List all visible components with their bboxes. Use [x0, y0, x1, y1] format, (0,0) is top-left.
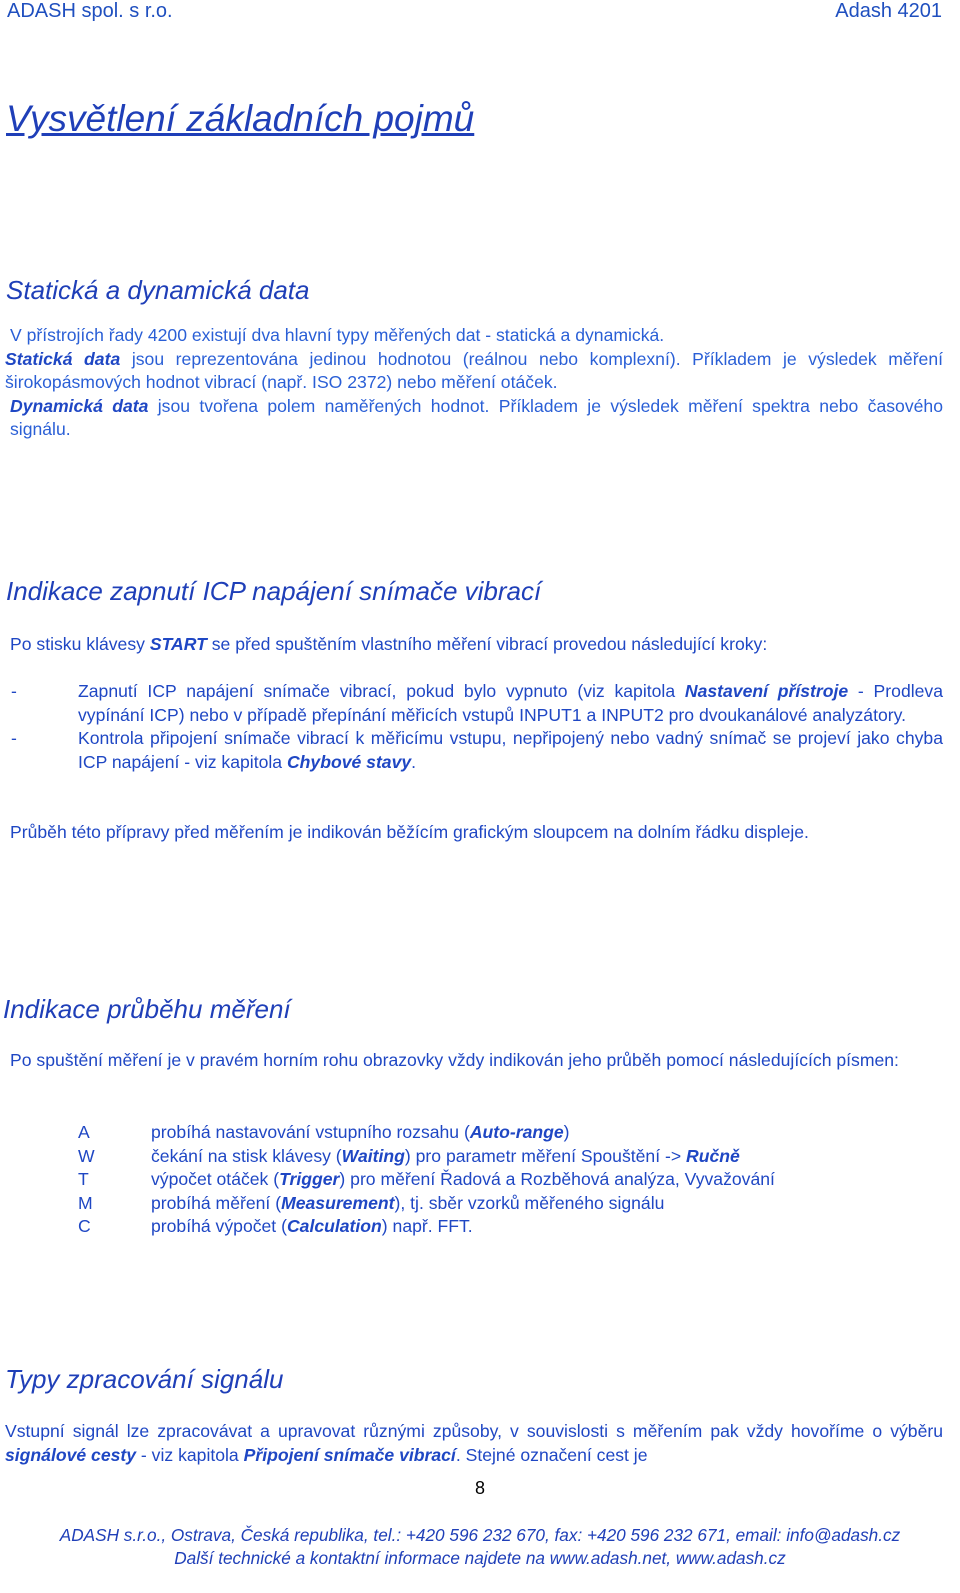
progress-letter-row	[5, 1145, 943, 1169]
section-intro-progress	[5, 1049, 943, 1073]
bullet-list-icp	[5, 680, 943, 774]
description-term: Trigger	[279, 1169, 340, 1189]
chapter-link[interactable]: Nastavení přístroje	[684, 681, 849, 701]
description-text: čekání na stisk klávesy (	[151, 1145, 342, 1166]
header-company: ADASH spol. s r.o.	[7, 0, 173, 22]
description-term: Ručně	[686, 1145, 740, 1166]
progress-letter-row	[5, 1192, 943, 1216]
chapter-link[interactable]: Chybové stavy	[286, 751, 412, 772]
description-text: probíhá měření (	[151, 1192, 282, 1213]
footer-contact: ADASH s.r.o., Ostrava, Česká republika, tel.: +420 596 232 670, fax: +420 596 232 671, email: info@adash.cz	[59, 1525, 901, 1545]
paragraph-line	[5, 395, 943, 442]
progress-letter-row	[5, 1121, 943, 1145]
section-paragraph-icp	[5, 821, 943, 845]
paragraph-text: Po spuštění měření je v pravém horním rohu obrazovky vždy indikován jeho průběh pomocí následujících písmen:	[10, 1050, 899, 1070]
section-heading-icp: Indikace zapnutí ICP napájení snímače vibrací	[6, 576, 542, 606]
progress-description	[151, 1168, 775, 1192]
list-item-text: Zapnutí ICP napájení snímače vibrací, pokud bylo vypnuto (viz kapitola	[78, 681, 685, 701]
list-item-text: Kontrola připojení snímače vibrací k měřicímu vstupu, nepřipojený nebo vadný snímač se projeví jako chyba ICP napájení - viz kapitola	[78, 728, 943, 772]
section-intro-icp	[5, 633, 943, 657]
description-term: Measurement	[281, 1192, 395, 1213]
progress-letter: C	[78, 1216, 91, 1236]
progress-letter: M	[78, 1192, 93, 1213]
list-item-text: .	[411, 751, 417, 772]
list-item	[5, 727, 943, 774]
page-header	[0, 0, 960, 24]
section-paragraph-static-dynamic	[5, 324, 943, 442]
progress-letter: A	[78, 1122, 90, 1142]
paragraph-text: Vstupní signál lze zpracovávat a upravovat různými způsoby, v souvislosti s měřením pak vždy hovoříme o výběru	[5, 1421, 943, 1441]
description-term: Waiting	[341, 1145, 405, 1166]
paragraph-text: Průběh této přípravy před měřením je indikován běžícím grafickým sloupcem na dolním řádku displeje.	[10, 822, 809, 842]
page-title: Vysvětlení základních pojmů	[6, 98, 475, 139]
progress-description	[151, 1192, 664, 1216]
description-text: )	[563, 1122, 570, 1142]
footer-website: Další technické a kontaktní informace najdete na www.adash.net, www.adash.cz	[174, 1548, 786, 1568]
progress-description	[151, 1215, 473, 1239]
description-term: Calculation	[286, 1216, 382, 1236]
paragraph-text: - viz kapitola	[136, 1444, 244, 1465]
section-heading-signal: Typy zpracování signálu	[5, 1364, 284, 1394]
progress-letter: W	[78, 1145, 95, 1166]
list-item-text: - Prodleva vypínání ICP) nebo v případě přepínání měřicích vstupů INPUT1 a INPUT2 pro dvoukanálové analyzátory.	[78, 681, 944, 725]
description-text: ) pro parametr měření Spouštění ->	[404, 1145, 687, 1166]
header-product: Adash 4201	[835, 0, 942, 22]
list-item	[5, 680, 943, 727]
term-signal-path: signálové cesty	[5, 1444, 137, 1465]
paragraph-text: Po stisku klávesy	[10, 634, 150, 654]
list-dash: -	[11, 681, 17, 701]
progress-description	[151, 1121, 570, 1145]
description-text: probíhá výpočet (	[151, 1216, 287, 1236]
chapter-link[interactable]: Připojení snímače vibrací	[243, 1444, 456, 1465]
description-text: probíhá nastavování vstupního rozsahu (	[151, 1122, 470, 1142]
paragraph-text: . Stejné označení cest je	[455, 1444, 648, 1465]
progress-letter-row	[5, 1168, 943, 1192]
page-number: 8	[474, 1478, 485, 1498]
paragraph-line: V přístrojích řady 4200 existují dva hlavní typy měřených dat - statická a dynamická.	[10, 325, 665, 345]
section-heading-static-dynamic: Statická a dynamická data	[6, 275, 310, 305]
progress-letter-list	[5, 1121, 943, 1239]
description-term: Auto-range	[469, 1122, 564, 1142]
description-text: ), tj. sběr vzorků měřeného signálu	[394, 1192, 665, 1213]
paragraph-text: se před spuštěním vlastního měření vibrací provedou následující kroky:	[206, 634, 768, 654]
paragraph-text: jsou reprezentována jedinou hodnotou (reálnou nebo komplexní). Příkladem je výsledek měření širokopásmových hodnot vibrací (např. ISO 2372) nebo měření otáček.	[5, 348, 944, 392]
progress-letter-row	[5, 1215, 943, 1239]
term-static-data: Statická data	[5, 348, 121, 369]
section-paragraph-signal	[5, 1420, 943, 1467]
description-text: ) např. FFT.	[381, 1216, 473, 1236]
description-text: ) pro měření Řadová a Rozběhová analýza, Vyvažování	[339, 1169, 775, 1189]
key-start: START	[149, 634, 207, 654]
progress-letter: T	[78, 1169, 89, 1189]
section-heading-progress: Indikace průběhu měření	[3, 994, 291, 1024]
progress-description	[151, 1145, 740, 1169]
term-dynamic-data: Dynamická data	[10, 395, 149, 416]
paragraph-text: jsou tvořena polem naměřených hodnot. Příkladem je výsledek měření spektra nebo časového signálu.	[10, 395, 943, 439]
list-dash: -	[11, 728, 17, 748]
description-text: výpočet otáček (	[151, 1169, 280, 1189]
